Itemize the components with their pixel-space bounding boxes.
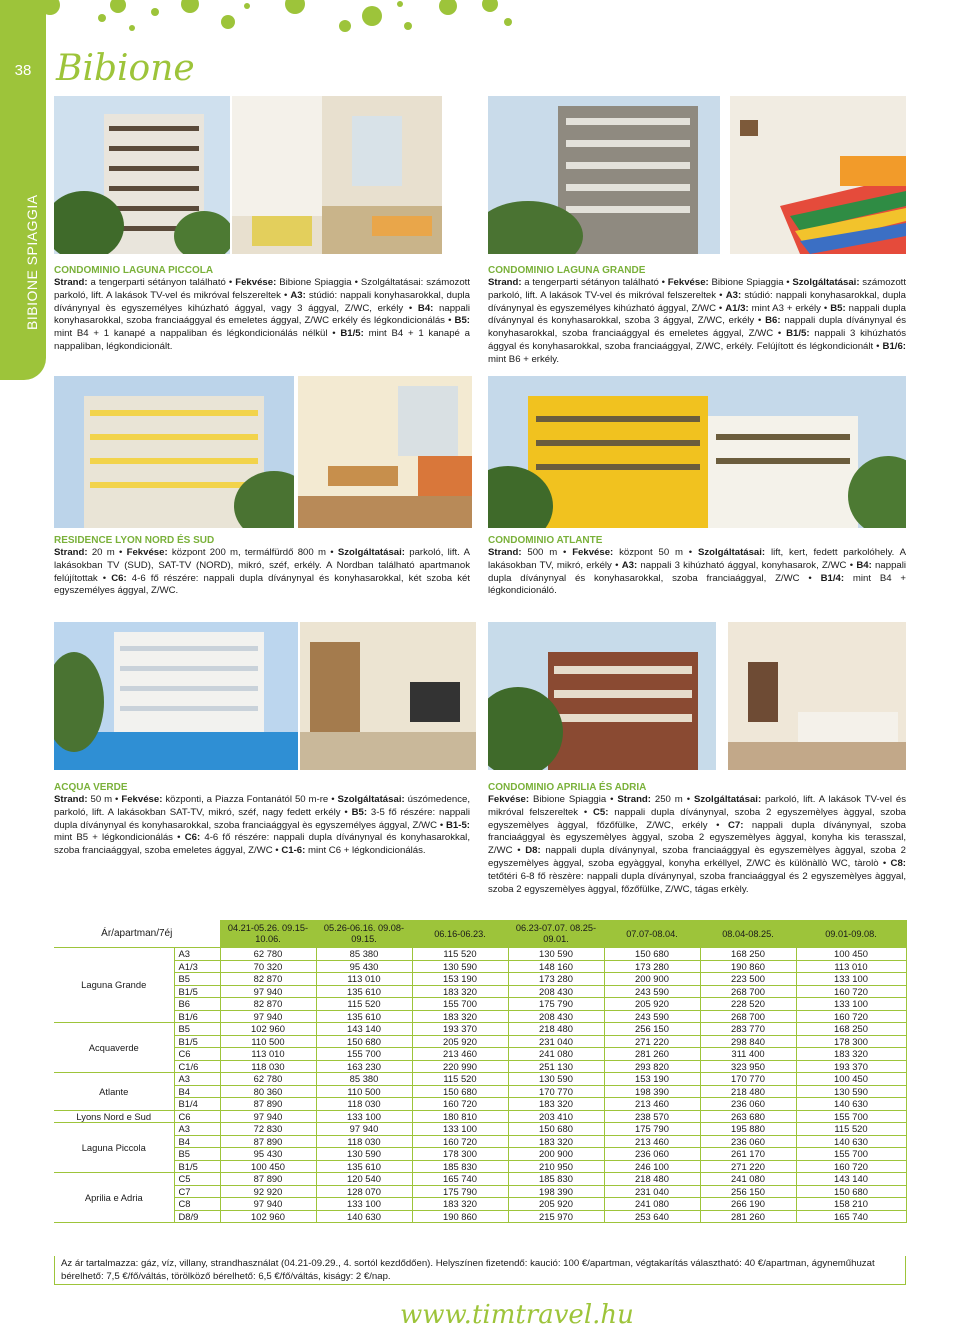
price-period-header: 05.26-06.16. 09.08-09.15.	[316, 921, 412, 948]
price-row	[54, 1010, 906, 1023]
price-cell: 268 700	[700, 985, 796, 998]
price-cell: 133 100	[796, 973, 906, 986]
price-cell: 311 400	[700, 1048, 796, 1061]
price-cell: 143 140	[316, 1023, 412, 1036]
price-cell: 97 940	[316, 1123, 412, 1136]
price-cell: 95 430	[220, 1148, 316, 1161]
price-cell: 153 190	[604, 1073, 700, 1086]
price-cell: 102 960	[220, 1023, 316, 1036]
price-cell: 135 610	[316, 985, 412, 998]
price-period-header: 04.21-05.26. 09.15-10.06.	[220, 921, 316, 948]
footer-url: www.timtravel.hu	[400, 1300, 634, 1330]
price-cell: 130 590	[316, 1148, 412, 1161]
price-cell: 271 220	[604, 1035, 700, 1048]
price-row	[54, 1135, 906, 1148]
apartment-type: B1/5	[174, 1160, 220, 1173]
price-row	[54, 1148, 906, 1161]
section-laguna-piccola	[54, 265, 470, 354]
section-aprilia-adria	[488, 782, 906, 896]
section-description: Strand: 20 m • Fekvése: központ 200 m, termálfürdő 800 m • Szolgáltatásai: parkoló, lift. A lakásokban TV (SUD), SAT-TV (NORD), mikró, széf, erkély. A Nordban található apartmanok felújítottak • C6: 4-6 fő részére: nappali dupla díványnyal és konyhasarokkal, két szoba két egyszemélyes ággyal, Z/WC.	[54, 547, 471, 597]
price-cell: 155 700	[796, 1148, 906, 1161]
price-cell: 100 450	[796, 1073, 906, 1086]
price-cell: 118 030	[316, 1098, 412, 1111]
price-cell: 198 390	[604, 1085, 700, 1098]
photo-acqua-verde-pool	[54, 622, 298, 770]
apartment-type: B5	[174, 1148, 220, 1161]
price-cell: 87 890	[220, 1098, 316, 1111]
price-cell: 185 830	[508, 1173, 604, 1186]
price-cell: 62 780	[220, 948, 316, 961]
price-row	[54, 1173, 906, 1186]
price-cell: 246 100	[604, 1160, 700, 1173]
property-name: Laguna Grande	[54, 948, 174, 1023]
price-row	[54, 960, 906, 973]
section-lyon	[54, 535, 470, 598]
price-cell: 102 960	[220, 1210, 316, 1223]
price-cell: 298 840	[700, 1035, 796, 1048]
price-cell: 213 460	[604, 1135, 700, 1148]
photo-aprilia-building	[488, 622, 716, 770]
section-title: ACQUA VERDE	[54, 782, 128, 793]
price-cell: 263 680	[700, 1110, 796, 1123]
price-cell: 200 900	[508, 1148, 604, 1161]
price-cell: 180 810	[412, 1110, 508, 1123]
price-cell: 110 500	[220, 1035, 316, 1048]
price-cell: 118 030	[316, 1135, 412, 1148]
property-name: Laguna Piccola	[54, 1123, 174, 1173]
apartment-type: C1/6	[174, 1060, 220, 1073]
price-cell: 92 920	[220, 1185, 316, 1198]
price-cell: 160 720	[412, 1098, 508, 1111]
section-title: CONDOMINIO APRILIA ÉS ADRIA	[488, 782, 647, 793]
apartment-type: C6	[174, 1110, 220, 1123]
price-cell: 281 260	[700, 1210, 796, 1223]
price-cell: 236 060	[604, 1148, 700, 1161]
price-cell: 85 380	[316, 1073, 412, 1086]
price-cell: 193 370	[412, 1023, 508, 1036]
section-description: Strand: a tengerparti sétányon található • Fekvése: Bibione Spiaggia • Szolgáltatásai: számozott parkoló, lift. A lakások TV-vel és mikróval felszereltek • A3: stúdió: nappali konyhasarokkal, dupla díványnyal ès egyszemélyes kihúzható ággyal, vagy 3 ággyal, Z/WC, erkély • B4: nappali konyhasarokkal, szoba franciaággyal és emeletes ággyal, Z/WC erkély és légkondicionálás • B5: mint B4 + 1 kanapé a nappaliban és légkondicionálás nélkül • B1/5: mint B4 + 1 kanapé a nappaliban, légkondicionált.	[54, 277, 470, 352]
price-cell: 160 720	[796, 1010, 906, 1023]
price-cell: 140 630	[796, 1135, 906, 1148]
price-cell: 243 590	[604, 985, 700, 998]
price-cell: 97 940	[220, 1198, 316, 1211]
section-title: CONDOMINIO LAGUNA GRANDE	[488, 265, 646, 276]
price-cell: 195 880	[700, 1123, 796, 1136]
price-cell: 155 700	[412, 998, 508, 1011]
price-cell: 160 720	[796, 1160, 906, 1173]
price-cell: 261 170	[700, 1148, 796, 1161]
price-cell: 87 890	[220, 1173, 316, 1186]
price-cell: 256 150	[700, 1185, 796, 1198]
price-cell: 165 740	[412, 1173, 508, 1186]
price-row	[54, 1123, 906, 1136]
price-cell: 238 570	[604, 1110, 700, 1123]
price-cell: 178 300	[796, 1035, 906, 1048]
property-name: Lyons Nord e Sud	[54, 1110, 174, 1123]
price-row	[54, 948, 906, 961]
price-row	[54, 1073, 906, 1086]
price-cell: 133 100	[316, 1110, 412, 1123]
price-cell: 241 080	[508, 1048, 604, 1061]
price-cell: 218 480	[700, 1085, 796, 1098]
price-row	[54, 1098, 906, 1111]
price-row	[54, 1060, 906, 1073]
price-cell: 163 230	[316, 1060, 412, 1073]
price-cell: 130 590	[508, 1073, 604, 1086]
apartment-type: A1/3	[174, 960, 220, 973]
price-cell: 173 280	[508, 973, 604, 986]
price-row	[54, 1210, 906, 1223]
price-cell: 150 680	[412, 1085, 508, 1098]
price-cell: 97 940	[220, 985, 316, 998]
price-cell: 115 520	[412, 948, 508, 961]
price-cell: 115 520	[796, 1123, 906, 1136]
price-cell: 113 010	[316, 973, 412, 986]
price-cell: 82 870	[220, 998, 316, 1011]
apartment-type: A3	[174, 948, 220, 961]
apartment-type: A3	[174, 1123, 220, 1136]
price-row	[54, 1035, 906, 1048]
section-laguna-grande	[488, 265, 906, 367]
price-cell: 200 900	[604, 973, 700, 986]
price-cell: 80 360	[220, 1085, 316, 1098]
price-cell: 253 640	[604, 1210, 700, 1223]
price-cell: 168 250	[700, 948, 796, 961]
price-cell: 130 590	[412, 960, 508, 973]
photo-laguna-grande-building	[488, 96, 720, 254]
price-cell: 183 320	[508, 1135, 604, 1148]
price-cell: 231 040	[604, 1185, 700, 1198]
price-cell: 155 700	[796, 1110, 906, 1123]
property-name: Aprilia e Adria	[54, 1173, 174, 1223]
price-row	[54, 973, 906, 986]
price-cell: 133 100	[412, 1123, 508, 1136]
price-cell: 236 060	[700, 1135, 796, 1148]
vertical-section-title: BIBIONE SPIAGGIA	[24, 194, 40, 330]
property-name: Atlante	[54, 1073, 174, 1111]
apartment-type: B4	[174, 1135, 220, 1148]
apartment-type: B1/5	[174, 985, 220, 998]
page-number: 38	[14, 62, 32, 79]
price-cell: 150 680	[796, 1185, 906, 1198]
section-description: Strand: 500 m • Fekvése: központ 50 m • Szolgáltatásai: lift, kert, fedett parkolóhely. A lakásokban TV, mikró, erkély • A3: nappali 3 kihúzható ággyal, konyhasarok, Z/WC • B4: nappali dupla díványnyal és konyhasarokkal, szoba franciaággyal, Z/WC • B1/4: mint B4 + légkondicionáló.	[488, 547, 907, 597]
price-cell: 241 080	[700, 1173, 796, 1186]
price-cell: 143 140	[796, 1173, 906, 1186]
price-period-header: 09.01-09.08.	[796, 921, 906, 948]
price-cell: 193 370	[796, 1060, 906, 1073]
price-cell: 95 430	[316, 960, 412, 973]
price-cell: 175 790	[412, 1185, 508, 1198]
section-title: CONDOMINIO ATLANTE	[488, 535, 603, 546]
price-row	[54, 1048, 906, 1061]
section-description: Strand: a tengerparti sétányon található • Fekvése: Bibione Spiaggia • Szolgáltatásai: számozott parkoló, lift. A lakások TV-vel és mikróval felszereltek • A3: stúdió: nappali konyhasarokkal, dupla díványnyal ès egyszemélyes kihúzható ággyal, Z/WC • A1/3: mint A3 + erkély • B5: nappali dupla díványnyal és konyhasarokkal, szoba 3 ággyal, Z/WC, erkély • B6: nappali dupla díványnyal és konyhasarokkal, szoba franciaággyal és emeletes ággyal, Z/WC • B1/5: nappali 3 kihúzhatós ággyal és konyhasarokkal, szoba franciaággyal, Z/WC, erkély. Felújított és légkondicionált • B1/6: mint B6 + erkély.	[488, 277, 907, 365]
photo-acqua-verde-interior	[300, 622, 476, 770]
price-cell: 82 870	[220, 973, 316, 986]
price-cell: 113 010	[220, 1048, 316, 1061]
price-cell: 228 520	[700, 998, 796, 1011]
price-cell: 130 590	[508, 948, 604, 961]
price-row	[54, 1023, 906, 1036]
price-cell: 153 190	[412, 973, 508, 986]
price-cell: 133 100	[316, 1198, 412, 1211]
price-cell: 190 860	[700, 960, 796, 973]
page-heading: Bibione	[56, 48, 195, 89]
price-cell: 183 320	[508, 1098, 604, 1111]
price-cell: 97 940	[220, 1010, 316, 1023]
price-header-label: Ár/apartman/7éj	[54, 921, 220, 948]
price-row	[54, 1160, 906, 1173]
price-cell: 223 500	[700, 973, 796, 986]
price-period-header: 08.04-08.25.	[700, 921, 796, 948]
price-cell: 205 920	[604, 998, 700, 1011]
price-cell: 173 280	[604, 960, 700, 973]
price-cell: 115 520	[412, 1073, 508, 1086]
price-cell: 271 220	[700, 1160, 796, 1173]
price-cell: 100 450	[796, 948, 906, 961]
photo-lyon-building	[54, 376, 294, 528]
apartment-type: C5	[174, 1173, 220, 1186]
price-table-wrapper	[54, 920, 907, 1223]
price-cell: 266 190	[700, 1198, 796, 1211]
price-cell: 183 320	[412, 985, 508, 998]
price-cell: 241 080	[604, 1198, 700, 1211]
photo-lyon-interior	[298, 376, 472, 528]
price-cell: 130 590	[796, 1085, 906, 1098]
price-cell: 190 860	[412, 1210, 508, 1223]
price-note: Az ár tartalmazza: gáz, víz, villany, strandhasználat (04.21-09.29., 4. sortól kezdődően). Helyszínen fizetendő: kaució: 100 €/apartman, végtakarítás választható: 40 €/apartman, ágyneműhuzat bérelhető: 7,5 €/fő/váltás, törölköző bérelhető: 6,5 €/fő/váltás, kiságy: 2 €/nap.	[54, 1256, 906, 1285]
photo-laguna-piccola-building	[54, 96, 230, 254]
section-title: RESIDENCE LYON NORD ÉS SUD	[54, 535, 215, 546]
price-cell: 100 450	[220, 1160, 316, 1173]
price-row	[54, 1185, 906, 1198]
price-cell: 120 540	[316, 1173, 412, 1186]
apartment-type: B5	[174, 1023, 220, 1036]
apartment-type: A3	[174, 1073, 220, 1086]
photo-atlante-building	[488, 376, 906, 528]
price-cell: 208 430	[508, 985, 604, 998]
price-cell: 256 150	[604, 1023, 700, 1036]
price-cell: 220 990	[412, 1060, 508, 1073]
price-cell: 268 700	[700, 1010, 796, 1023]
price-cell: 113 010	[796, 960, 906, 973]
apartment-type: B1/6	[174, 1010, 220, 1023]
price-cell: 185 830	[412, 1160, 508, 1173]
price-header-row	[54, 921, 906, 948]
price-cell: 72 830	[220, 1123, 316, 1136]
price-cell: 281 260	[604, 1048, 700, 1061]
price-period-header: 06.16-06.23.	[412, 921, 508, 948]
price-cell: 323 950	[700, 1060, 796, 1073]
price-cell: 210 950	[508, 1160, 604, 1173]
price-cell: 183 320	[796, 1048, 906, 1061]
apartment-type: C7	[174, 1185, 220, 1198]
price-row	[54, 1110, 906, 1123]
price-cell: 215 970	[508, 1210, 604, 1223]
price-cell: 168 250	[796, 1023, 906, 1036]
apartment-type: B4	[174, 1085, 220, 1098]
price-cell: 251 130	[508, 1060, 604, 1073]
price-cell: 243 590	[604, 1010, 700, 1023]
apartment-type: B6	[174, 998, 220, 1011]
price-cell: 160 720	[412, 1135, 508, 1148]
price-cell: 205 920	[412, 1035, 508, 1048]
price-cell: 118 030	[220, 1060, 316, 1073]
price-cell: 231 040	[508, 1035, 604, 1048]
price-cell: 183 320	[412, 1010, 508, 1023]
price-cell: 158 210	[796, 1198, 906, 1211]
section-acqua-verde	[54, 782, 470, 858]
price-cell: 128 070	[316, 1185, 412, 1198]
price-row	[54, 1198, 906, 1211]
price-cell: 135 610	[316, 1010, 412, 1023]
price-cell: 178 300	[412, 1148, 508, 1161]
price-cell: 150 680	[508, 1123, 604, 1136]
price-cell: 150 680	[604, 948, 700, 961]
price-period-header: 06.23-07.07. 08.25-09.01.	[508, 921, 604, 948]
price-cell: 175 790	[508, 998, 604, 1011]
price-table	[54, 920, 907, 1223]
apartment-type: B1/4	[174, 1098, 220, 1111]
section-atlante	[488, 535, 906, 598]
section-description: Fekvése: Bibione Spiaggia • Strand: 250 m • Szolgáltatásai: parkoló, lift. A lakások TV-vel és mikróval felszereltek • C5: nappali dupla díványnyal, szoba 2 egyszemèlyes àggyal, szoba egyszemèlyes àggyal, főzőfülke, Z/WC, erkély • C7: nappali dupla díványnyal, szoba franciaággyal ès egyszemèlyes àggyal, szoba 2 egyszemèlyes àggyal, konyha kis terasszal, Z/WC • D8: nappali dupla díványnyal, szoba franciaággyal ès egyszemèlyes àggyal, szoba 2 egyszemèlyes àggyal, szoba egyàggyal, konyha erkéllyel, Z/WC ès különàllò WC, tàrolò • C8: tetőtéri 6-8 fő rèszère: nappali dupla díványnyal, szoba franciaággyal és 2 egyszemèlyes àggyal, szoba 2 egyszemèlyes àggyal, főzőfülke, Z/WC, tágas erkèly.	[488, 794, 907, 895]
price-cell: 85 380	[316, 948, 412, 961]
price-row	[54, 985, 906, 998]
price-row	[54, 998, 906, 1011]
price-cell: 183 320	[412, 1198, 508, 1211]
price-cell: 87 890	[220, 1135, 316, 1148]
price-cell: 148 160	[508, 960, 604, 973]
price-cell: 160 720	[796, 985, 906, 998]
price-cell: 198 390	[508, 1185, 604, 1198]
apartment-type: C8	[174, 1198, 220, 1211]
price-cell: 140 630	[316, 1210, 412, 1223]
apartment-type: D8/9	[174, 1210, 220, 1223]
price-cell: 133 100	[796, 998, 906, 1011]
price-cell: 110 500	[316, 1085, 412, 1098]
price-row	[54, 1085, 906, 1098]
price-cell: 218 480	[604, 1173, 700, 1186]
price-cell: 170 770	[700, 1073, 796, 1086]
price-cell: 140 630	[796, 1098, 906, 1111]
price-cell: 170 770	[508, 1085, 604, 1098]
price-period-header: 07.07-08.04.	[604, 921, 700, 948]
price-cell: 97 940	[220, 1110, 316, 1123]
price-cell: 115 520	[316, 998, 412, 1011]
price-cell: 175 790	[604, 1123, 700, 1136]
price-cell: 218 480	[508, 1023, 604, 1036]
price-cell: 135 610	[316, 1160, 412, 1173]
price-cell: 150 680	[316, 1035, 412, 1048]
decorative-dots	[0, 0, 960, 50]
price-cell: 203 410	[508, 1110, 604, 1123]
price-cell: 205 920	[508, 1198, 604, 1211]
price-cell: 208 430	[508, 1010, 604, 1023]
price-cell: 213 460	[412, 1048, 508, 1061]
price-cell: 236 060	[700, 1098, 796, 1111]
apartment-type: B1/5	[174, 1035, 220, 1048]
price-cell: 70 320	[220, 960, 316, 973]
section-description: Strand: 50 m • Fekvése: központi, a Piazza Fontanától 50 m-re • Szolgáltatásai: úszómedence, parkoló, lift. A lakásokban SAT-TV, mikró, széf, nagy fedett erkély • B5: 3-5 fő részére: nappali dupla díványnyal és konyhasarokkal, szoba franciaággyal ès egyszemélyes ággyal, Z/WC • B1-5: mint B5 + légkondicionálás • C6: 4-6 fő részére: nappali dupla díványnyal és konyhasarokkal, szoba franciaággyal, szoba emeletes ággyal, Z/WC • C1-6: mint C6 + légkondicionálás.	[54, 794, 471, 857]
section-title: CONDOMINIO LAGUNA PICCOLA	[54, 265, 214, 276]
photo-aprilia-interior	[728, 622, 906, 770]
photo-laguna-grande-bedroom	[730, 96, 906, 254]
price-cell: 213 460	[604, 1098, 700, 1111]
property-name: Acquaverde	[54, 1023, 174, 1073]
price-cell: 293 820	[604, 1060, 700, 1073]
apartment-type: B5	[174, 973, 220, 986]
price-cell: 165 740	[796, 1210, 906, 1223]
price-cell: 155 700	[316, 1048, 412, 1061]
price-cell: 62 780	[220, 1073, 316, 1086]
photo-laguna-piccola-interior	[232, 96, 442, 254]
apartment-type: C6	[174, 1048, 220, 1061]
price-cell: 283 770	[700, 1023, 796, 1036]
